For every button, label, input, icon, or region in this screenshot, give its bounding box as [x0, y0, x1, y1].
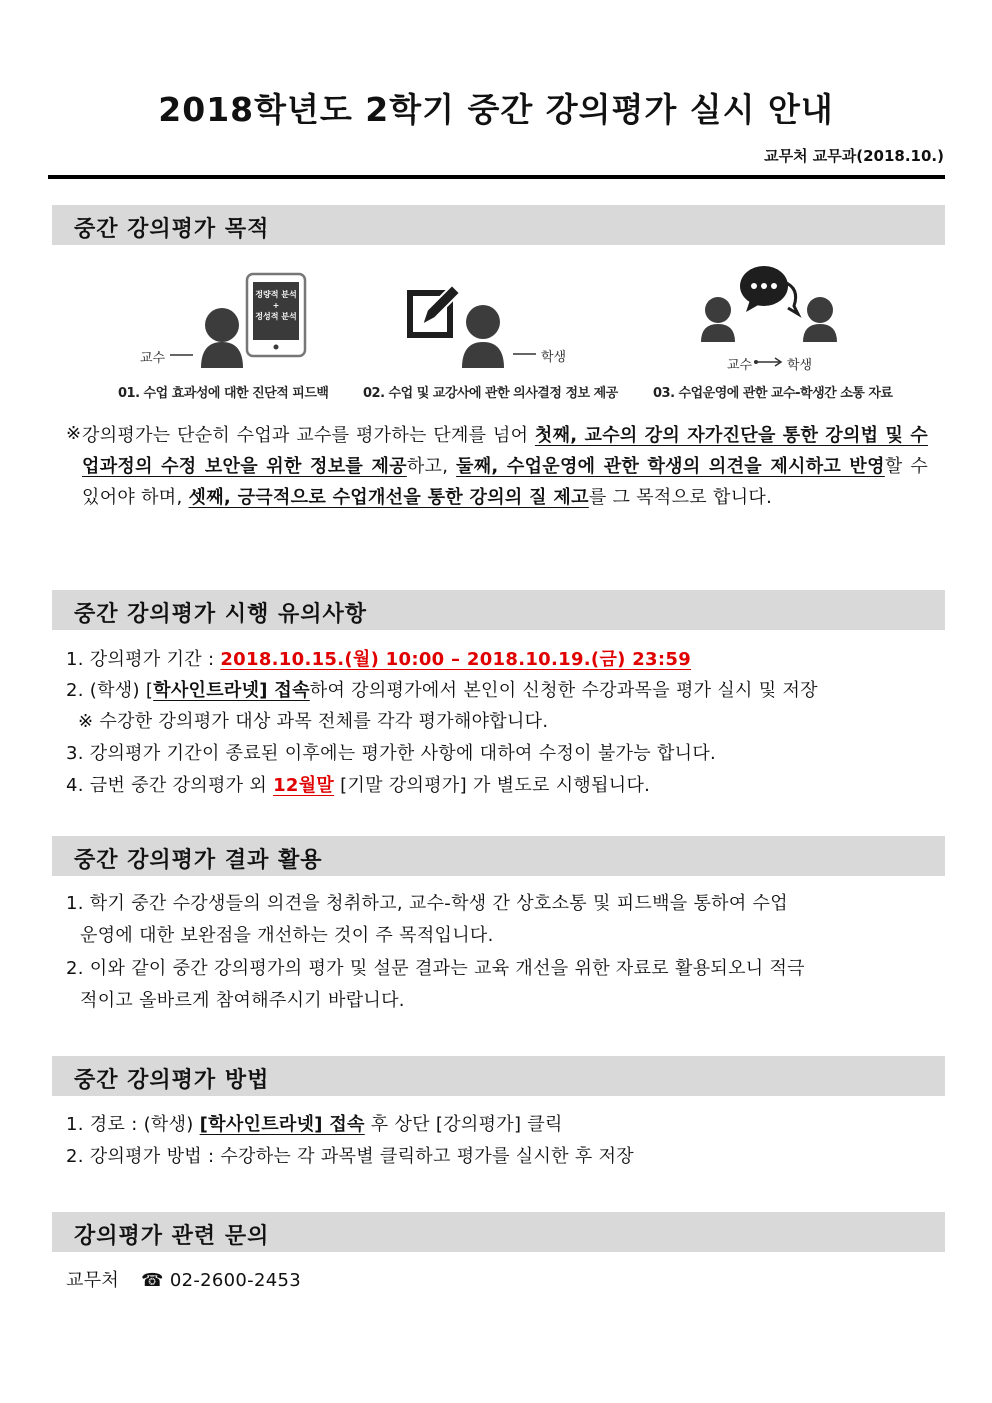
section-header-notes [52, 590, 945, 630]
note-mark: ※ [66, 423, 82, 444]
contact-line [66, 1266, 301, 1292]
chat-communication-icon [690, 262, 850, 372]
notes-item-2: 2. (학생) [학사인트라넷] 접속하여 강의평가에서 본인이 신청한 수강과목을 평가 실시 및 저장 [66, 680, 818, 701]
figure-caption-1: 01. 수업 효과성에 대한 진단적 피드백 [118, 386, 329, 401]
purpose-paragraph: 강의평가는 단순히 수업과 교수를 평가하는 단계를 넘어 첫째, 교수의 강의 자가진단을 통한 강의법 및 수업과정의 수정 보안을 위한 정보를 제공하고, 둘째, 수업운영에 관한 학생의 의견을 제시하고 반영할 수 있어야 하며, 셋째, 긍극적으로 수업개선을 통한 강의의 질 제고를 그 목적으로 합니다. [82, 425, 929, 508]
professor-label-2: 교수 [727, 358, 753, 373]
section-header-contact [52, 1212, 945, 1252]
results-item-1-cont: 운영에 대한 보완점을 개선하는 것이 주 목적입니다. [80, 925, 494, 946]
figure-caption-3: 03. 수업운영에 관한 교수-학생간 소통 자료 [653, 386, 893, 401]
section-header-method [52, 1056, 945, 1096]
method-item-1: 1. 경로 : (학생) [학사인트라넷] 접속 후 상단 [강의평가] 클릭 [66, 1114, 563, 1135]
results-item-1: 1. 학기 중간 수강생들의 의견을 청취하고, 교수-학생 간 상호소통 및 피드백을 통하여 수업 [66, 893, 788, 914]
section-title: 중간 강의평가 목적 [74, 217, 270, 242]
tablet-analysis-text: 정량적 분석 + 정성적 분석 [255, 290, 297, 321]
section-header-results [52, 836, 945, 876]
contact-phone: 02-2600-2453 [169, 1270, 301, 1291]
notes-item-1: 1. 강의평가 기간 : 2018.10.15.(월) 10:00 – 2018.10.19.(금) 23:59 [66, 649, 692, 670]
professor-label: 교수 [140, 351, 166, 366]
notes-item-4: 4. 금번 중간 강의평가 외 12월말 [기말 강의평가] 가 별도로 시행됩니다. [66, 775, 651, 796]
student-label-2: 학생 [787, 358, 813, 373]
results-item-2-cont: 적이고 올바르게 참여해주시기 바랍니다. [80, 990, 405, 1011]
figure-caption-2: 02. 수업 및 교강사에 관한 의사결정 정보 제공 [363, 386, 618, 401]
student-label: 학생 [541, 350, 567, 365]
notes-item-3: 3. 강의평가 기간이 종료된 이후에는 평가한 사항에 대하여 수정이 불가능 합니다. [66, 743, 717, 764]
page-title: 2018학년도 2학기 중간 강의평가 실시 안내 [158, 90, 834, 129]
method-item-2: 2. 강의평가 방법 : 수강하는 각 과목별 클릭하고 평가를 실시한 후 저장 [66, 1146, 634, 1167]
professor-tablet-icon [165, 270, 315, 375]
section-title: 중간 강의평가 시행 유의사항 [74, 602, 368, 627]
notes-item-2-note: ※ 수강한 강의평가 대상 과목 전체를 각각 평가해야합니다. [78, 711, 549, 732]
results-item-2: 2. 이와 같이 중간 강의평가의 평가 및 설문 결과는 교육 개선을 위한 자료로 활용되오니 적극 [66, 958, 805, 979]
phone-icon: ☎ [141, 1270, 164, 1291]
section-title: 강의평가 관련 문의 [74, 1224, 270, 1249]
department-label: 교무처 교무과(2018.10.) [764, 147, 944, 165]
section-title: 중간 강의평가 결과 활용 [74, 848, 323, 873]
section-header-purpose [52, 205, 945, 245]
section-title: 중간 강의평가 방법 [74, 1068, 270, 1093]
title-divider [48, 175, 945, 179]
contact-office: 교무처 [66, 1270, 120, 1291]
